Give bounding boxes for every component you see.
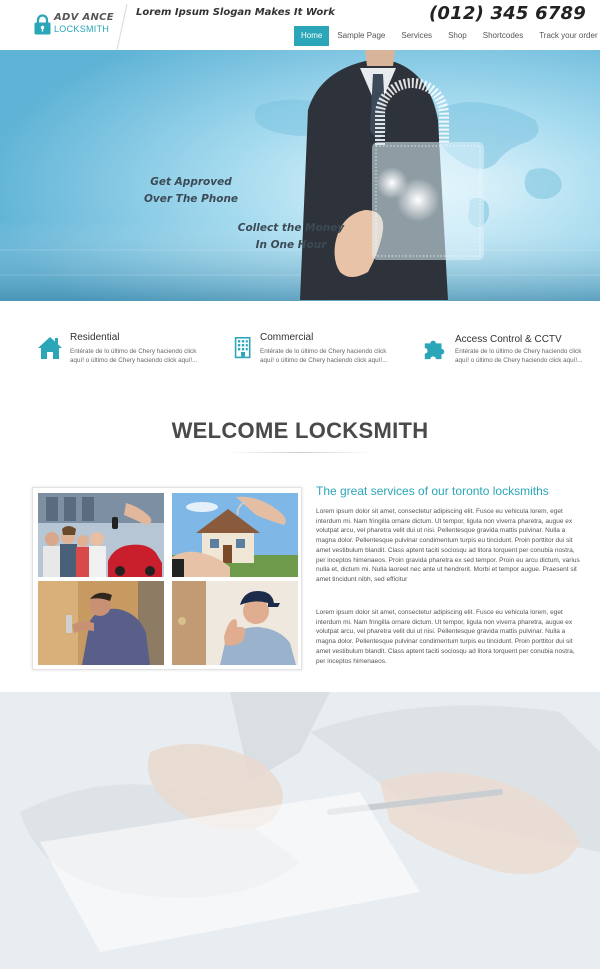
service-desc-line1: Entérate de lo último de Chery haciendo click — [70, 348, 197, 355]
hero-text-approved-line1: Get Approved — [150, 176, 232, 188]
main-nav — [294, 26, 600, 46]
site-header — [0, 0, 600, 50]
hero-text-approved — [136, 174, 246, 208]
hero-text-collect — [228, 220, 354, 254]
service-access-control[interactable] — [422, 332, 592, 368]
service-title: Residential — [70, 332, 120, 343]
service-description — [260, 347, 387, 365]
service-desc-line1: Entérate de lo último de Chery haciendo click — [455, 348, 582, 355]
puzzle-icon — [422, 335, 448, 361]
service-description — [455, 347, 582, 365]
service-residential[interactable] — [36, 332, 216, 368]
nav-sample-page[interactable]: Sample Page — [337, 31, 386, 40]
service-title: Access Control & CCTV — [455, 334, 562, 345]
photo-family-car-keys — [38, 493, 164, 577]
hero-text-collect-line2: In One Hour — [255, 239, 327, 251]
service-desc-line2: aquí! o último de Chery haciendo click aquí!... — [455, 357, 583, 364]
hero-text-approved-line2: Over The Phone — [143, 193, 239, 205]
hero-image — [0, 50, 600, 301]
background-image-section — [0, 692, 600, 969]
header-divider — [116, 4, 128, 50]
photo-grid — [32, 487, 302, 670]
article-paragraph-1: Lorem ipsum dolor sit amet, consectetur adipiscing elit. Fusce eu vehicula lorem, eget interdum mi. Nam fringilla ornare dictum. Ut tempor, ligula non viverra pharetra, augue ex volutpat arcu, vel pharetra velit dui ut nisi. Pellentesque gravida mattis pulvinar. Nulla a magna dolor. Pellentesque pulvinar condimentum turpis eu tincidunt. Proin porttitor dui sit amet vestibulum blandit. Class aptent taciti sociosqu ad litora torquent per conubia nostra, per inceptos himenaeos. Proin gravida pharetra ex sed tempor. Proin eu arcu dictum, varius nulla et, dictum mi. Nulla laoreet nec ante ut hendrerit. Morbi et tempor augue. Praesent sit amet tincidunt nibh, sed efficitur — [316, 508, 580, 583]
building-icon — [234, 334, 256, 362]
logo-line-2: LOCKSMITH — [54, 24, 110, 34]
service-desc-line1: Entérate de lo último de Chery haciendo click — [260, 348, 387, 355]
article-paragraph-2: Lorem ipsum dolor sit amet, consectetur adipiscing elit. Fusce eu vehicula lorem, eget interdum mi. Nam fringilla ornare dictum. Ut tempor, ligula non viverra pharetra, augue ex volutpat arcu, vel pharetra velit dui ut nisi. Pellentesque gravida mattis pulvinar. Nulla a magna dolor. Pellentesque pulvinar condimentum turpis eu tincidunt. Proin porttitor dui sit amet vestibulum blandit. Class aptent taciti sociosqu ad litora torquent per conubia nostra, per inceptos himenaeos. — [316, 609, 575, 665]
service-commercial[interactable] — [234, 332, 414, 368]
service-desc-line2: aquí! o último de Chery haciendo click aquí!... — [260, 357, 388, 364]
service-desc-line2: aquí! o último de Chery haciendo click aquí!... — [70, 357, 198, 364]
padlock-icon — [34, 14, 51, 35]
service-title: Commercial — [260, 332, 314, 343]
home-icon — [36, 334, 64, 362]
nav-home[interactable]: Home — [294, 26, 329, 46]
service-description — [70, 347, 197, 365]
nav-shop[interactable]: Shop — [448, 31, 467, 40]
logo-line-1: ADV ANCE — [54, 12, 114, 23]
nav-track-order[interactable]: Track your order — [539, 31, 598, 40]
nav-shortcodes[interactable]: Shortcodes — [482, 31, 524, 40]
article-title: The great services of our toronto locksmiths — [316, 484, 549, 498]
header-slogan: Lorem Ipsum Slogan Makes It Work — [136, 7, 335, 18]
photo-locksmith-thumbs-up — [172, 581, 298, 665]
site-logo[interactable] — [34, 12, 114, 38]
section-title: WELCOME LOCKSMITH — [171, 418, 429, 443]
hands-tablet-image — [0, 692, 600, 969]
header-phone[interactable]: (012) 345 6789 — [428, 3, 586, 24]
hero-text-collect-line1: Collect the Money — [237, 222, 345, 234]
photo-house-keys — [172, 493, 298, 577]
photo-locksmith-door — [38, 581, 164, 665]
section-divider — [228, 452, 372, 453]
hero-banner — [0, 50, 600, 301]
nav-services[interactable]: Services — [401, 31, 433, 40]
